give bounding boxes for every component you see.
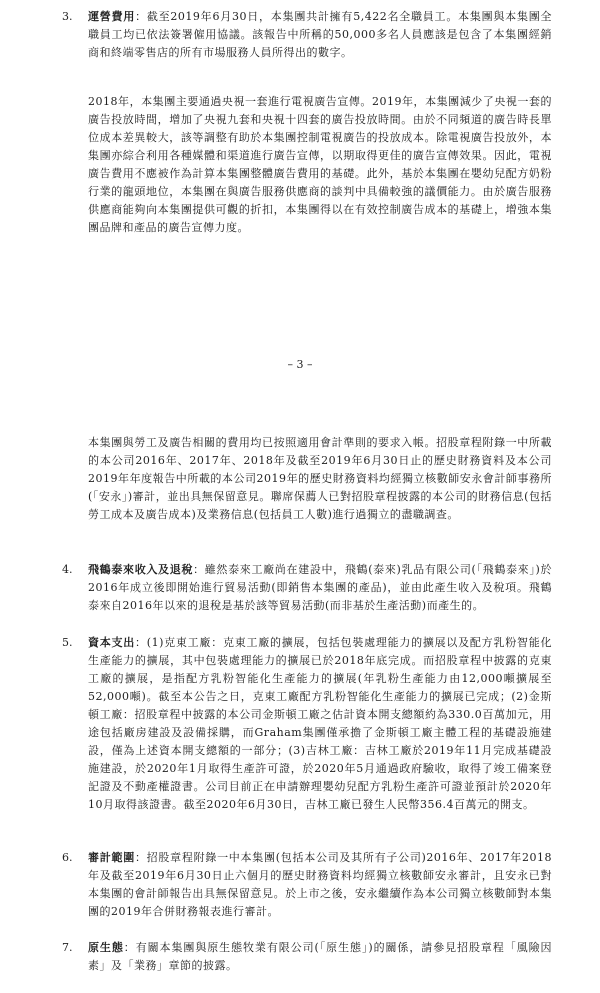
section-text bbox=[88, 561, 552, 615]
page-number: – 3 – bbox=[287, 358, 313, 371]
section-3 bbox=[62, 8, 552, 62]
section-number: 6. bbox=[62, 851, 73, 864]
section-text bbox=[88, 849, 552, 921]
section-text bbox=[88, 634, 552, 814]
section-title: 飛鶴泰來收入及退稅 bbox=[88, 563, 194, 576]
section-body: ：截至2019年6月30日，本集團共計擁有5,422名全職員工。本集團與本集團全職員工均已依法簽署僱用協議。該報告中所稱的50,000多名人員應該是包含了本集團經銷商和終端零售店的所有市場服務人員所得出的數字。 bbox=[88, 10, 553, 59]
section-title: 資本支出 bbox=[88, 636, 136, 649]
section-title: 原生態 bbox=[88, 941, 124, 954]
section-5 bbox=[62, 634, 552, 814]
section-text bbox=[88, 939, 552, 975]
section-title: 運營費用 bbox=[88, 10, 136, 23]
section-body: ：(1)克東工廠：克東工廠的擴展，包括包裝處理能力的擴展以及配方乳粉智能化生產能力的擴展，其中包裝處理能力的擴展已於2018年底完成。而招股章程中披露的克東工廠的擴展，是指配方乳粉智能化生產能力的擴展(年乳粉生產能力由12,000噸擴展至52,000噸)。截至本公告之日，克東工廠配方乳粉智能化生產能力的擴展已完成；(2)金斯頓工廠：招股章程中披露的本公司金斯頓工廠之估計資本開支總額約為330.0百萬加元，用途包括廠房建設及設備採購，而Graham集團僅承擔了金斯頓工廠主體工程的基礎設施建設，僅為上述資本開支總額的一部分；(3)吉林工廠：吉林工廠於2019年11月完成基礎設施建設，於2020年1月取得生產許可證，於2020年5月通過政府驗收，取得了竣工備案登記證及不動產權證書。公司目前正在申請辦理嬰幼兒配方乳粉生產許可證並預計於2020年10月取得該證書。截至2020年6月30日，吉林工廠已發生人民幣356.4百萬元的開支。 bbox=[88, 636, 552, 811]
section-number: 5. bbox=[62, 636, 73, 649]
accounting-paragraph: 本集團與勞工及廣告相關的費用均已按照適用會計準則的要求入帳。招股章程附錄一中所載的本公司2016年、2017年、2018年及截至2019年6月30日止的歷史財務資料及本公司2019年年度報告中所載的本公司2019年的歷史財務資料均經獨立核數師安永會計師事務所(「安永」)審計，並出具無保留意見。聯席保薦人已對招股章程披露的本公司的財務信息(包括勞工成本及廣告成本)及業務信息(包括員工人數)進行過獨立的盡職調查。 bbox=[88, 436, 552, 521]
section-4 bbox=[62, 561, 552, 615]
section-body: ：招股章程附錄一中本集團(包括本公司及其所有子公司)2016年、2017年2018年及截至2019年6月30日止六個月的歷史財務資料均經獨立核數師安永審計，且安永已對本集團的會計師報告出具無保留意見。於上市之後，安永繼續作為本公司獨立核數師對本集團的2019年合併財務報表進行審計。 bbox=[88, 851, 552, 918]
section-number: 3. bbox=[62, 10, 73, 23]
section-number: 7. bbox=[62, 941, 73, 954]
section-body: ：有關本集團與原生態牧業有限公司(「原生態」)的關係，請參見招股章程「風險因素」及「業務」章節的披露。 bbox=[88, 941, 552, 972]
section-title: 審計範圍 bbox=[88, 851, 135, 864]
section-text bbox=[88, 8, 552, 62]
section-7 bbox=[62, 939, 552, 975]
advertising-paragraph: 2018年，本集團主要通過央視一套進行電視廣告宣傳。2019年，本集團減少了央視一套的廣告投放時間，增加了央視九套和央視十四套的廣告投放時間。由於不同頻道的廣告時長單位成本差異較大，該等調整有助於本集團控制電視廣告的投放成本。除電視廣告投放外，本集團亦綜合利用各種媒體和渠道進行廣告宣傳，以期取得更佳的廣告宣傳效果。因此，電視廣告費用不應被作為計算本集團整體廣告費用的基礎。此外，基於本集團在嬰幼兒配方奶粉行業的龍頭地位，本集團在與廣告服務供應商的談判中具備較強的議價能力。由於廣告服務供應商能夠向本集團提供可觀的折扣，本集團得以在有效控制廣告成本的基礎上，增強本集團品牌和產品的廣告宣傳力度。 bbox=[88, 95, 552, 234]
section-number: 4. bbox=[62, 563, 73, 576]
section-body: ：雖然泰來工廠尚在建設中，飛鶴(泰來)乳品有限公司(「飛鶴泰來」)於2016年成立後即開始進行貿易活動(即銷售本集團的產品)，並由此產生收入及稅項。飛鶴泰來自2016年以來的退稅是基於該等貿易活動(而非基於生產活動)而產生的。 bbox=[88, 563, 552, 612]
section-6 bbox=[62, 849, 552, 921]
